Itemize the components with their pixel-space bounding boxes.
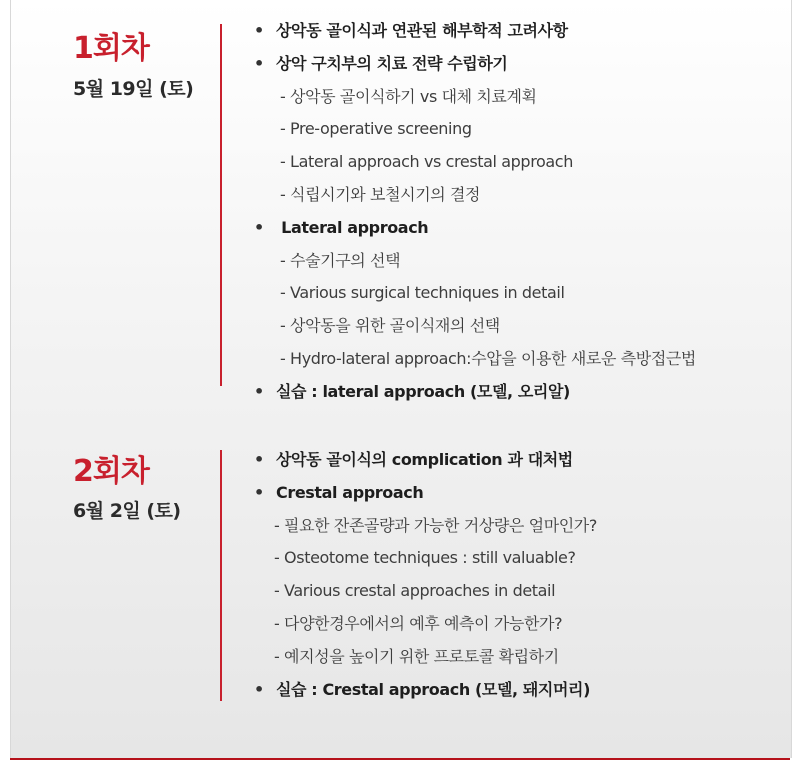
item-text: 상악 구치부의 치료 전략 수립하기: [276, 53, 508, 73]
item-text: Lateral approach: [276, 217, 429, 237]
session-divider: [220, 24, 222, 386]
list-item: [254, 310, 696, 343]
bullet-icon: •: [254, 381, 264, 401]
list-item: [254, 575, 597, 608]
item-text: 상악동 골이식의 complication 과 대처법: [276, 450, 573, 469]
session-date: 5월 19일 (토): [73, 78, 194, 100]
session-title: 1회차: [73, 31, 149, 66]
bullet-icon: •: [254, 21, 264, 40]
list-item: [254, 179, 696, 212]
session-date: 6월 2일 (토): [73, 500, 181, 522]
item-text: - 필요한 잔존골량과 가능한 거상량은 얼마인가?: [274, 515, 597, 535]
list-item: [254, 81, 696, 114]
bullet-icon: •: [254, 679, 264, 699]
bullet-icon: •: [254, 217, 264, 237]
list-item: [254, 113, 696, 146]
item-text: - 수술기구의 선택: [280, 250, 401, 270]
list-item: [254, 343, 696, 376]
bullet-icon: •: [254, 482, 264, 502]
list-item: [254, 376, 696, 409]
session-title: 2회차: [73, 454, 149, 489]
curriculum-list: [254, 15, 696, 409]
curriculum-list: [254, 444, 597, 706]
list-item: [254, 641, 597, 674]
item-text: - 다양한경우에서의 예후 예측이 가능한가?: [274, 613, 563, 633]
bullet-icon: •: [254, 450, 264, 469]
item-text: - Lateral approach vs crestal approach: [280, 152, 573, 172]
item-text: - 상악동 골이식하기 vs 대체 치료계획: [280, 86, 537, 106]
list-item: [254, 146, 696, 179]
item-text: - Pre-operative screening: [280, 119, 472, 139]
list-item: [254, 245, 696, 278]
list-item: [254, 477, 597, 510]
item-text: - Osteotome techniques : still valuable?: [274, 548, 576, 568]
list-item: [254, 48, 696, 81]
schedule-panel: [10, 0, 792, 758]
list-item: [254, 15, 696, 48]
item-text: - Various crestal approaches in detail: [274, 581, 556, 601]
item-text: - 상악동을 위한 골이식재의 선택: [280, 316, 500, 336]
list-item: [254, 542, 597, 575]
list-item: [254, 212, 696, 245]
item-text: - 식립시기와 보철시기의 결정: [280, 184, 481, 204]
bullet-icon: •: [254, 53, 264, 73]
item-text: - Various surgical techniques in detail: [280, 283, 565, 303]
item-text: 상악동 골이식과 연관된 해부학적 고려사항: [276, 21, 568, 40]
item-text: 실습 : Crestal approach (모델, 돼지머리): [276, 679, 590, 699]
item-text: Crestal approach: [276, 482, 424, 502]
session-divider: [220, 450, 222, 701]
list-item: [254, 277, 696, 310]
item-text: - 예지성을 높이기 위한 프로토콜 확립하기: [274, 646, 559, 666]
list-item: [254, 510, 597, 543]
list-item: [254, 674, 597, 707]
bottom-rule: [10, 758, 790, 760]
list-item: [254, 608, 597, 641]
item-text: 실습 : lateral approach (모델, 오리알): [276, 381, 570, 401]
list-item: [254, 444, 597, 477]
item-text: - Hydro-lateral approach:수압을 이용한 새로운 측방접근법: [280, 348, 696, 368]
